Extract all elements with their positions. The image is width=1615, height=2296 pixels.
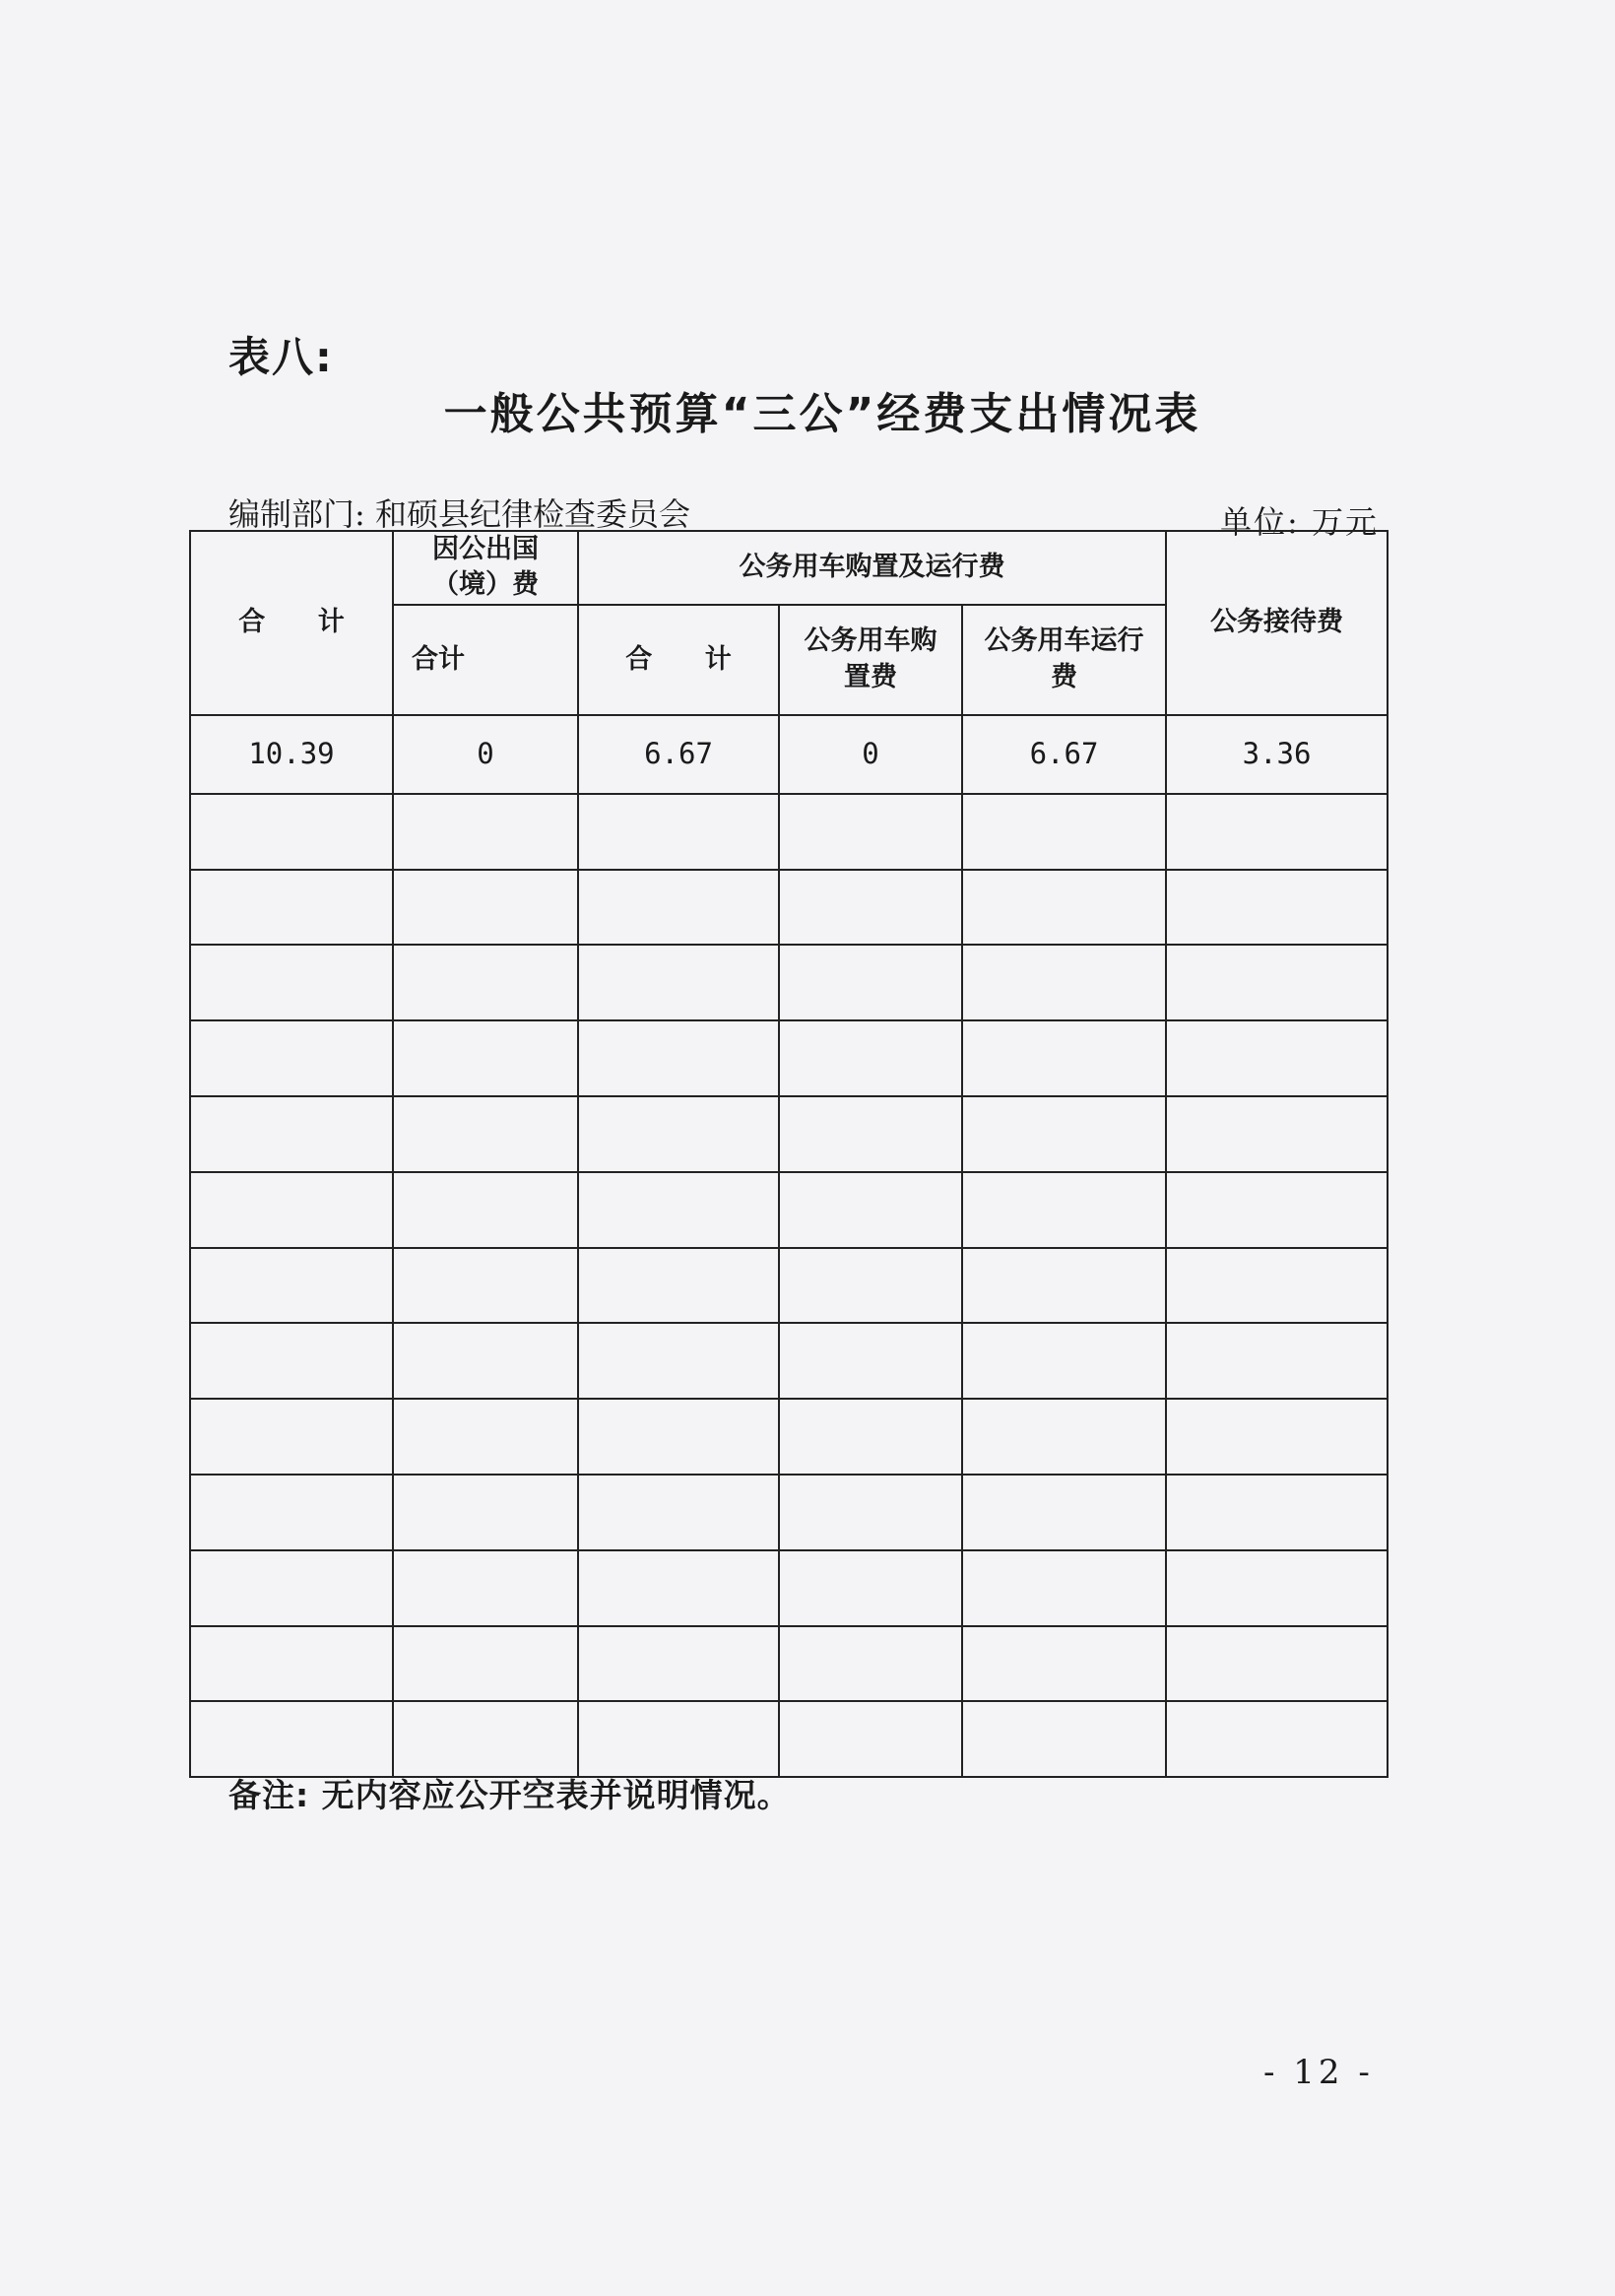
table-row <box>190 1172 1388 1248</box>
table-cell <box>1166 1096 1388 1172</box>
table-cell <box>1166 794 1388 870</box>
table-cell <box>1166 1626 1388 1702</box>
table-cell <box>962 1020 1166 1096</box>
table-row <box>190 1248 1388 1324</box>
table-cell <box>578 1323 779 1399</box>
header-abroad: 因公出国（境）费 <box>393 531 578 605</box>
page-title: 一般公共预算“三公”经费支出情况表 <box>443 389 1201 439</box>
table-cell <box>190 1550 393 1626</box>
table-cell <box>962 1626 1166 1702</box>
table-cell <box>779 1701 962 1777</box>
table-cell <box>962 1323 1166 1399</box>
table-cell <box>578 1701 779 1777</box>
table-cell <box>578 1399 779 1475</box>
header-vehicle: 公务用车购置及运行费 <box>578 531 1166 605</box>
cell-abroad-total: 0 <box>393 715 578 794</box>
table-cell <box>578 1096 779 1172</box>
table-cell <box>779 1626 962 1702</box>
table-row <box>190 945 1388 1020</box>
table-cell <box>190 1096 393 1172</box>
table-cell <box>393 1248 578 1324</box>
page-number: - 12 - <box>1263 2053 1374 2092</box>
table-cell <box>962 1248 1166 1324</box>
table-cell <box>393 1626 578 1702</box>
cell-reception: 3.36 <box>1166 715 1388 794</box>
table-cell <box>1166 1172 1388 1248</box>
table-label: 表八: <box>228 333 334 381</box>
table-cell <box>578 870 779 946</box>
table-cell <box>393 870 578 946</box>
table-cell <box>962 1701 1166 1777</box>
table-cell <box>578 1475 779 1550</box>
table-cell <box>1166 1701 1388 1777</box>
table-cell <box>962 1475 1166 1550</box>
table-cell <box>1166 1399 1388 1475</box>
table-cell <box>1166 1550 1388 1626</box>
table-row <box>190 870 1388 946</box>
table-row <box>190 1475 1388 1550</box>
table-row <box>190 1550 1388 1626</box>
table-cell <box>779 945 962 1020</box>
table-cell <box>393 1475 578 1550</box>
table-cell <box>779 870 962 946</box>
table-cell <box>1166 1248 1388 1324</box>
table-row <box>190 794 1388 870</box>
table-row <box>190 1096 1388 1172</box>
table-row <box>190 1399 1388 1475</box>
header-abroad-total: 合计 <box>393 605 578 715</box>
table-cell <box>962 794 1166 870</box>
table-row <box>190 1020 1388 1096</box>
table-cell <box>393 945 578 1020</box>
table-row <box>190 1701 1388 1777</box>
table-cell <box>578 794 779 870</box>
table-cell <box>393 794 578 870</box>
table-cell <box>393 1701 578 1777</box>
table-cell <box>393 1020 578 1096</box>
header-reception: 公务接待费 <box>1166 531 1388 715</box>
table-cell <box>393 1096 578 1172</box>
table-cell <box>393 1172 578 1248</box>
table-cell <box>962 1550 1166 1626</box>
table-cell <box>393 1550 578 1626</box>
table-cell <box>393 1399 578 1475</box>
empty-rows <box>190 794 1388 1777</box>
table-cell <box>962 945 1166 1020</box>
table-cell <box>578 1172 779 1248</box>
table-cell <box>190 1323 393 1399</box>
table-cell <box>779 1475 962 1550</box>
table-cell <box>1166 1475 1388 1550</box>
table-cell <box>779 794 962 870</box>
table-cell <box>578 1550 779 1626</box>
header-total: 合 计 <box>190 531 393 715</box>
table-cell <box>190 1701 393 1777</box>
table-cell <box>962 1172 1166 1248</box>
table-cell <box>779 1550 962 1626</box>
cell-vehicle-purchase: 0 <box>779 715 962 794</box>
department-label: 编制部门: 和硕县纪律检查委员会 <box>228 495 690 533</box>
cell-total: 10.39 <box>190 715 393 794</box>
table-cell <box>779 1399 962 1475</box>
table-cell <box>190 870 393 946</box>
table-cell <box>1166 945 1388 1020</box>
table-cell <box>578 945 779 1020</box>
header-vehicle-operation: 公务用车运行费 <box>962 605 1166 715</box>
table-row <box>190 1626 1388 1702</box>
table-cell <box>190 794 393 870</box>
table-cell <box>190 1172 393 1248</box>
table-cell <box>393 1323 578 1399</box>
cell-vehicle-operation: 6.67 <box>962 715 1166 794</box>
table-row <box>190 715 1388 794</box>
cell-vehicle-total: 6.67 <box>578 715 779 794</box>
header-vehicle-total: 合 计 <box>578 605 779 715</box>
budget-table <box>189 530 1389 1778</box>
table-cell <box>1166 1020 1388 1096</box>
table-row <box>190 1323 1388 1399</box>
table-cell <box>578 1248 779 1324</box>
table-cell <box>962 870 1166 946</box>
table-cell <box>779 1096 962 1172</box>
table-cell <box>190 1399 393 1475</box>
table-cell <box>779 1020 962 1096</box>
table-cell <box>578 1020 779 1096</box>
table-cell <box>779 1323 962 1399</box>
table-cell <box>1166 870 1388 946</box>
table-cell <box>190 1626 393 1702</box>
table-cell <box>190 1248 393 1324</box>
table-cell <box>190 1475 393 1550</box>
table-cell <box>1166 1323 1388 1399</box>
table-cell <box>190 945 393 1020</box>
table-cell <box>190 1020 393 1096</box>
table-cell <box>962 1399 1166 1475</box>
header-vehicle-purchase: 公务用车购置费 <box>779 605 962 715</box>
unit-label: 单位: 万元 <box>1220 503 1379 541</box>
table-cell <box>578 1626 779 1702</box>
note: 备注: 无内容应公开空表并说明情况。 <box>228 1776 791 1814</box>
table-cell <box>962 1096 1166 1172</box>
table-cell <box>779 1248 962 1324</box>
table-cell <box>779 1172 962 1248</box>
